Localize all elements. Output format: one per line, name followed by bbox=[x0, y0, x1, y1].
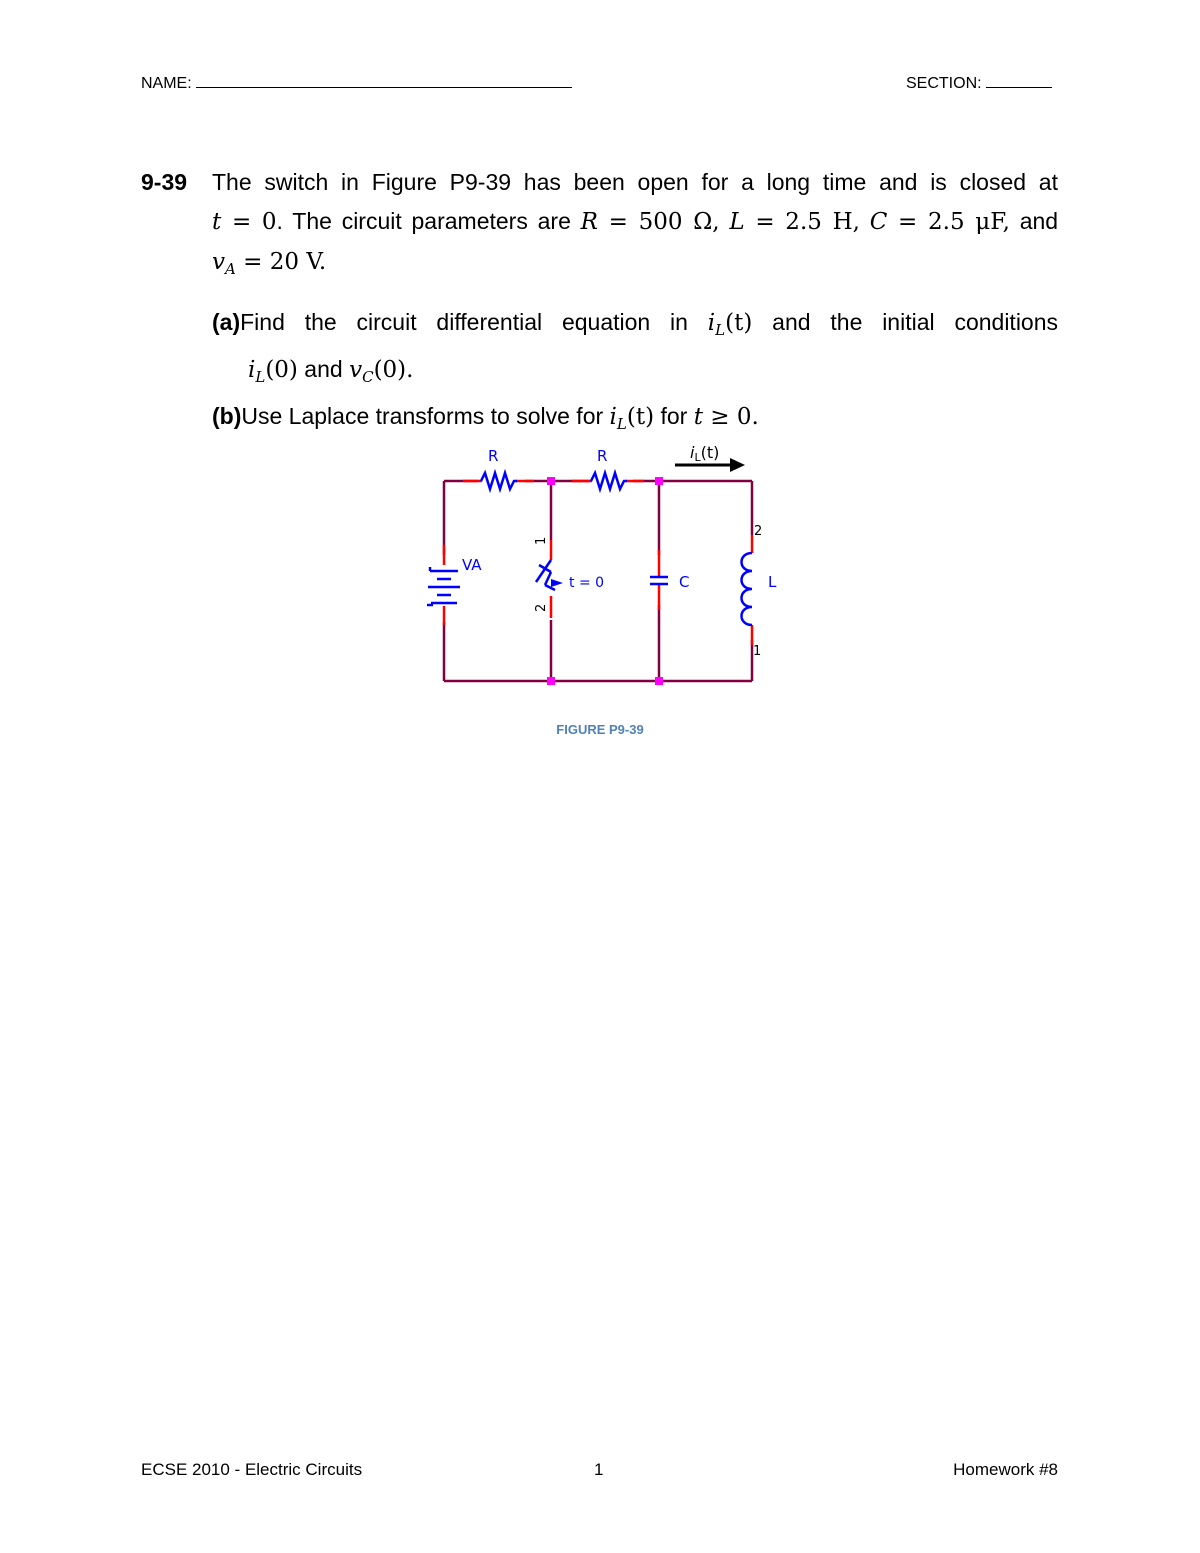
name-label: NAME: bbox=[141, 75, 192, 92]
switch-arrow bbox=[551, 579, 563, 587]
statement-line-3: $v_A = 20$ V. bbox=[212, 249, 327, 278]
footer-course: ECSE 2010 - Electric Circuits bbox=[141, 1460, 363, 1479]
part-b-label: (b) bbox=[212, 403, 242, 429]
current-arrow-head bbox=[730, 458, 745, 472]
problem-number: 9-39 bbox=[141, 169, 188, 195]
circuit-diagram bbox=[0, 0, 1200, 760]
circuit-nodes bbox=[547, 477, 663, 685]
inductor-label: L bbox=[768, 573, 777, 591]
part-b-line: (b)Use Laplace transforms to solve for $i_L(t)$ for t ≥ 0. bbox=[212, 403, 759, 433]
switch-pin-1: 1 bbox=[534, 536, 549, 545]
node-bottom-right bbox=[655, 677, 663, 685]
figure-caption: FIGURE P9-39 bbox=[556, 722, 644, 737]
statement-line-1: The switch in Figure P9-39 has been open for a long time and is closed at bbox=[212, 169, 1058, 195]
resistor-1-label: R bbox=[488, 447, 499, 465]
switch-pin-2: 2 bbox=[534, 603, 549, 612]
inductor-pin-bottom: 1 bbox=[753, 644, 762, 659]
resistor-2 bbox=[591, 473, 627, 489]
footer-page-number: 1 bbox=[594, 1460, 604, 1479]
inductor-pin-top: 2 bbox=[754, 524, 763, 539]
resistor-1 bbox=[481, 473, 517, 489]
source-label: VA bbox=[462, 556, 482, 574]
inductor bbox=[742, 553, 753, 625]
current-label: iL(t) bbox=[690, 443, 720, 464]
capacitor-label: C bbox=[679, 573, 690, 591]
part-a-label: (a) bbox=[212, 309, 241, 335]
node-top-middle bbox=[547, 477, 555, 485]
node-top-right bbox=[655, 477, 663, 485]
switch-label: t = 0 bbox=[569, 575, 605, 591]
statement-line-2: t = 0. The circuit parameters are R = 500 Ω, L = 2.5 H, C = 2.5 μF, and bbox=[212, 208, 1059, 235]
part-a-line-1: (a)Find the circuit differential equation in $i_L(t)$ and the initial conditions bbox=[212, 309, 1059, 339]
node-bottom-middle bbox=[547, 677, 555, 685]
voltage-source bbox=[428, 571, 460, 603]
capacitor bbox=[650, 577, 668, 584]
part-a-line-2: $i_L(0)$ and $v_C(0)$. bbox=[248, 356, 414, 386]
component-leads bbox=[444, 481, 752, 645]
section-label: SECTION: bbox=[906, 75, 982, 92]
resistor-2-label: R bbox=[597, 447, 608, 465]
footer-assignment: Homework #8 bbox=[953, 1460, 1058, 1479]
